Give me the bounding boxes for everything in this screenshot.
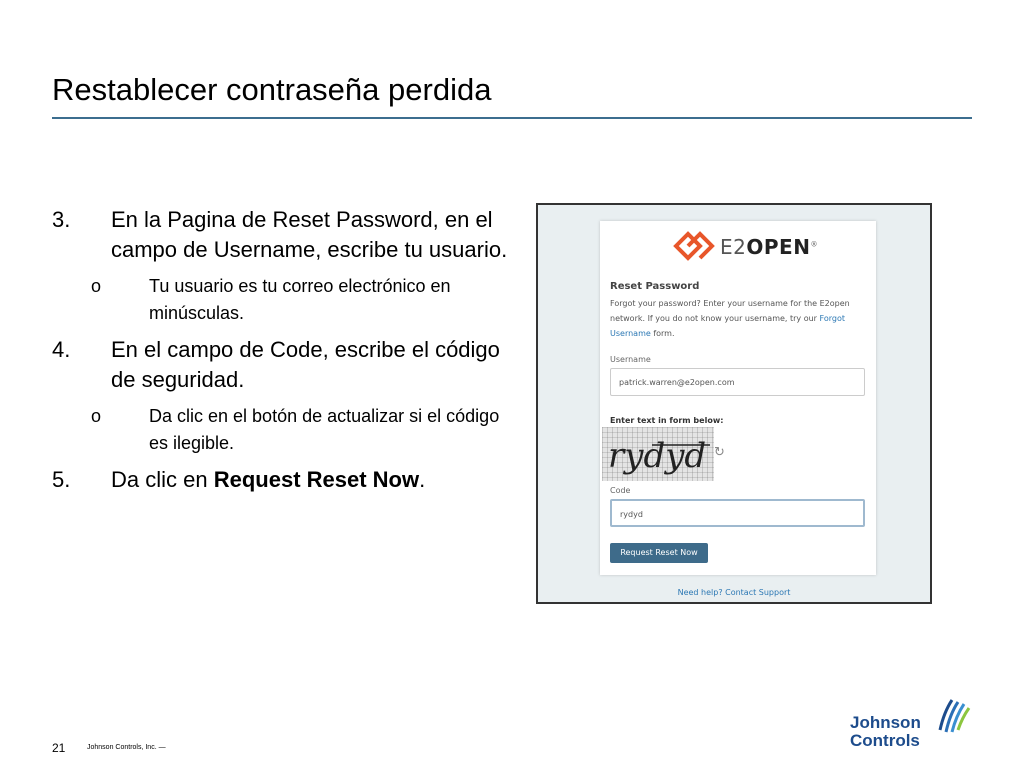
username-input[interactable]: patrick.warren@e2open.com — [610, 368, 865, 396]
reset-password-card — [600, 221, 876, 575]
footer-company: Johnson Controls, Inc. — — [87, 744, 166, 751]
step-number: 3. — [52, 207, 71, 232]
contact-support-link[interactable]: Need help? Contact Support — [677, 588, 791, 597]
step-3 — [52, 205, 522, 265]
bullet-marker: o — [91, 276, 102, 296]
slide-title: Restablecer contraseña perdida — [52, 72, 492, 107]
instruction-list — [52, 205, 522, 503]
sub-point-text: Da clic en el botón de actualizar si el código es ilegible. — [149, 406, 500, 453]
sub-point — [52, 403, 522, 457]
captcha-image — [602, 427, 714, 481]
johnson-controls-logo — [850, 696, 976, 752]
page-number: 21 — [52, 741, 66, 755]
step-text-post: . — [419, 467, 426, 492]
title-divider — [52, 117, 972, 119]
step-number: 5. — [52, 467, 71, 492]
reset-password-screenshot — [536, 203, 932, 604]
step-text: En la Pagina de Reset Password, en el campo de Username, escribe tu usuario. — [111, 207, 508, 262]
step-text-pre: Da clic en — [111, 467, 214, 492]
step-text-bold: Request Reset Now — [213, 467, 420, 492]
code-input[interactable]: rydyd — [610, 499, 865, 527]
reset-password-heading: Reset Password — [610, 281, 700, 292]
step-number: 4. — [52, 337, 71, 362]
reset-password-description: Forgot your password? Enter your username for the E2open network. If you do not know your username, try our Forgot Username form. — [610, 299, 850, 338]
step-5 — [52, 465, 522, 495]
username-label: Username — [610, 355, 651, 364]
johnson-controls-mark-icon — [934, 696, 974, 736]
sub-point-text: Tu usuario es tu correo electrónico en minúsculas. — [149, 276, 451, 323]
sub-point — [52, 273, 522, 327]
captcha-text: rydyd — [608, 436, 707, 476]
forgot-username-link[interactable]: Forgot Username — [610, 314, 845, 338]
johnson-controls-wordmark: Johnson Controls — [850, 713, 921, 750]
request-reset-now-button[interactable]: Request Reset Now — [610, 543, 708, 563]
bullet-marker: o — [91, 406, 102, 426]
captcha-label: Enter text in form below: — [610, 416, 724, 425]
e2open-mark-icon — [672, 231, 716, 261]
e2open-wordmark: E2OPEN® — [720, 235, 818, 259]
refresh-icon[interactable]: ↻ — [714, 445, 725, 460]
step-4 — [52, 335, 522, 395]
code-label: Code — [610, 486, 631, 495]
step-text: En el campo de Code, escribe el código de seguridad. — [111, 337, 500, 392]
